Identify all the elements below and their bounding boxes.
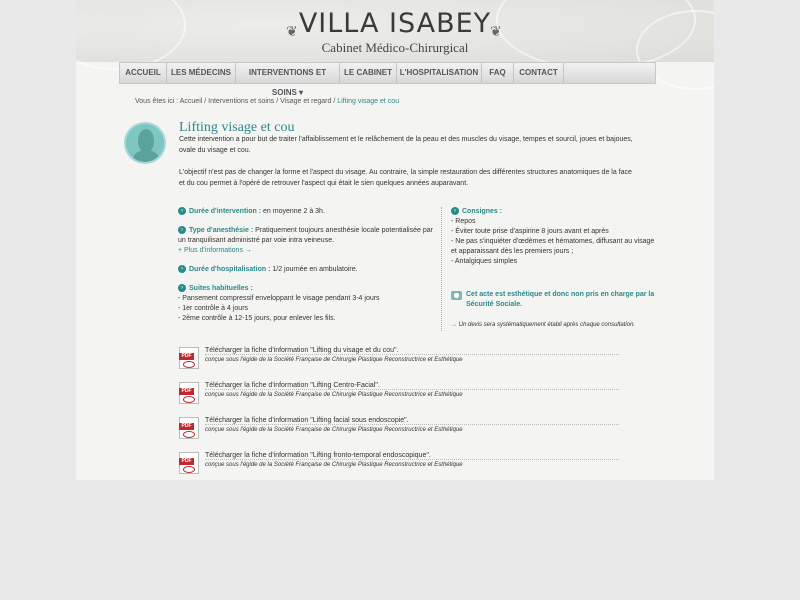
consignes-block <box>451 207 661 267</box>
logo-flourish-icon: ❦ <box>490 24 502 40</box>
download-link[interactable]: Télécharger la fiche d'information "Lifting facial sous endoscopie". <box>205 417 409 424</box>
page-title: Lifting visage et cou <box>179 120 295 135</box>
download-item[interactable] <box>179 381 619 416</box>
suites-label: Suites habituelles : <box>189 285 253 292</box>
securite-sociale-notice: Cet acte est esthétique et donc non pris en charge par la Sécurité Sociale. <box>466 291 655 308</box>
nav-contact[interactable]: CONTACT <box>514 63 564 83</box>
logo[interactable]: VILLA ISABEY <box>298 8 492 39</box>
anesthesie-label: Type d'anesthésie : <box>189 227 254 234</box>
nav-medecins[interactable]: LES MÉDECINS <box>167 63 236 83</box>
nav-accueil[interactable]: ACCUEIL <box>120 63 167 83</box>
download-item[interactable] <box>179 451 619 480</box>
logo-subtitle: Cabinet Médico-Chirurgical <box>321 40 469 55</box>
duree-label: Durée d'intervention : <box>189 208 262 215</box>
dotted-rule <box>205 459 619 460</box>
devis-note <box>451 322 671 328</box>
nav-faq[interactable]: FAQ <box>482 63 514 83</box>
nav-interventions[interactable]: INTERVENTIONS ET SOINS ▾ <box>236 63 340 83</box>
dotted-rule <box>205 424 619 425</box>
duree-block <box>178 207 438 217</box>
pdf-file-icon[interactable]: PDF <box>179 347 199 369</box>
breadcrumb <box>135 98 399 105</box>
details-right-column <box>451 207 661 276</box>
consignes-item: - Ne pas s'inquiéter d'œdèmes et hématomes, diffusant au visage et apparaissant dès les premiers jours ; <box>451 238 655 255</box>
nav-cabinet[interactable]: LE CABINET <box>340 63 397 83</box>
consignes-item: - Éviter toute prise d'aspirine 8 jours avant et après <box>451 228 609 235</box>
site-header <box>76 0 714 62</box>
download-caption: conçue sous l'égide de la Société Française de Chirurgie Plastique Reconstructrice et Esthétique <box>205 357 463 363</box>
arrow-bullet-icon: › <box>178 226 186 234</box>
arrow-bullet-icon: › <box>451 207 459 215</box>
main-nav <box>119 62 656 97</box>
downloads-list <box>179 346 619 480</box>
duree-value: en moyenne 2 à 3h. <box>263 208 325 215</box>
arrow-bullet-icon: › <box>178 207 186 215</box>
hospit-label: Durée d'hospitalisation : <box>189 266 271 273</box>
more-info-link[interactable]: + Plus d'informations → <box>178 247 252 254</box>
pdf-file-icon[interactable]: PDF <box>179 382 199 404</box>
arrow-right-icon: → <box>451 322 459 328</box>
download-caption: conçue sous l'égide de la Société Française de Chirurgie Plastique Reconstructrice et Esthétique <box>205 392 463 398</box>
breadcrumb-path[interactable]: Vous êtes ici : Accueil / Interventions et soins / Visage et regard / <box>135 98 336 105</box>
anesthesie-value: Pratiquement toujours anesthésie locale potentialisée par un tranquilisant administré par voie intra veineuse. <box>178 227 433 244</box>
devis-text: Un devis sera systématiquement établi après chaque consultation. <box>458 322 636 328</box>
download-item[interactable] <box>179 416 619 451</box>
consignes-item: - Antalgiques simples <box>451 258 518 265</box>
suites-item: - 1er contrôle à 4 jours <box>178 305 249 312</box>
breadcrumb-current: Lifting visage et cou <box>337 98 400 105</box>
arrow-bullet-icon: › <box>178 265 186 273</box>
nav-hospitalisation[interactable]: L'HOSPITALISATION <box>397 63 482 83</box>
pdf-file-icon[interactable]: PDF <box>179 452 199 474</box>
download-caption: conçue sous l'égide de la Société Française de Chirurgie Plastique Reconstructrice et Esthétique <box>205 462 463 468</box>
page <box>76 0 714 480</box>
intro-paragraph-1: Cette intervention a pour but de traiter l'affaiblissement et le relâchement de la peau et des muscles du visage, tempes et sourcil, joues et bajoues, ovale du visage et cou. <box>179 136 633 154</box>
column-divider <box>441 207 442 331</box>
medical-kit-icon <box>451 291 462 300</box>
arrow-bullet-icon: › <box>178 284 186 292</box>
hospit-block <box>178 265 438 275</box>
hospit-value: 1/2 journée en ambulatoire. <box>272 266 358 273</box>
download-link[interactable]: Télécharger la fiche d'information "Lifting du visage et du cou". <box>205 347 399 354</box>
dotted-rule <box>205 354 619 355</box>
suites-block <box>178 284 438 324</box>
dotted-rule <box>205 389 619 390</box>
intro-text <box>179 134 639 200</box>
pdf-file-icon[interactable]: PDF <box>179 417 199 439</box>
logo-flourish-icon: ❦ <box>286 24 298 40</box>
suites-item: - 2ème contrôle à 12-15 jours, pour enlever les fils. <box>178 315 336 322</box>
anesthesie-block <box>178 226 438 256</box>
download-link[interactable]: Télécharger la fiche d'information "Lifting Centro-Facial". <box>205 382 380 389</box>
details-left-column <box>178 207 438 333</box>
suites-item: - Pansement compressif enveloppant le visage pendant 3-4 jours <box>178 295 380 302</box>
consignes-label: Consignes : <box>462 208 503 215</box>
download-link[interactable]: Télécharger la fiche d'information "Lifting fronto-temporal endoscopique". <box>205 452 431 459</box>
download-caption: conçue sous l'égide de la Société Française de Chirurgie Plastique Reconstructrice et Esthétique <box>205 427 463 433</box>
face-illustration-icon <box>124 122 166 164</box>
intro-paragraph-2: L'objectif n'est pas de changer la forme et l'aspect du visage. Au contraire, la simple restauration des différentes structures anatomiques de la face et du cou permet à l'opéré de retrouver l'aspect qui était le sien quelques années auparavant. <box>179 169 632 187</box>
consignes-item: - Repos <box>451 218 476 225</box>
download-item[interactable] <box>179 346 619 381</box>
